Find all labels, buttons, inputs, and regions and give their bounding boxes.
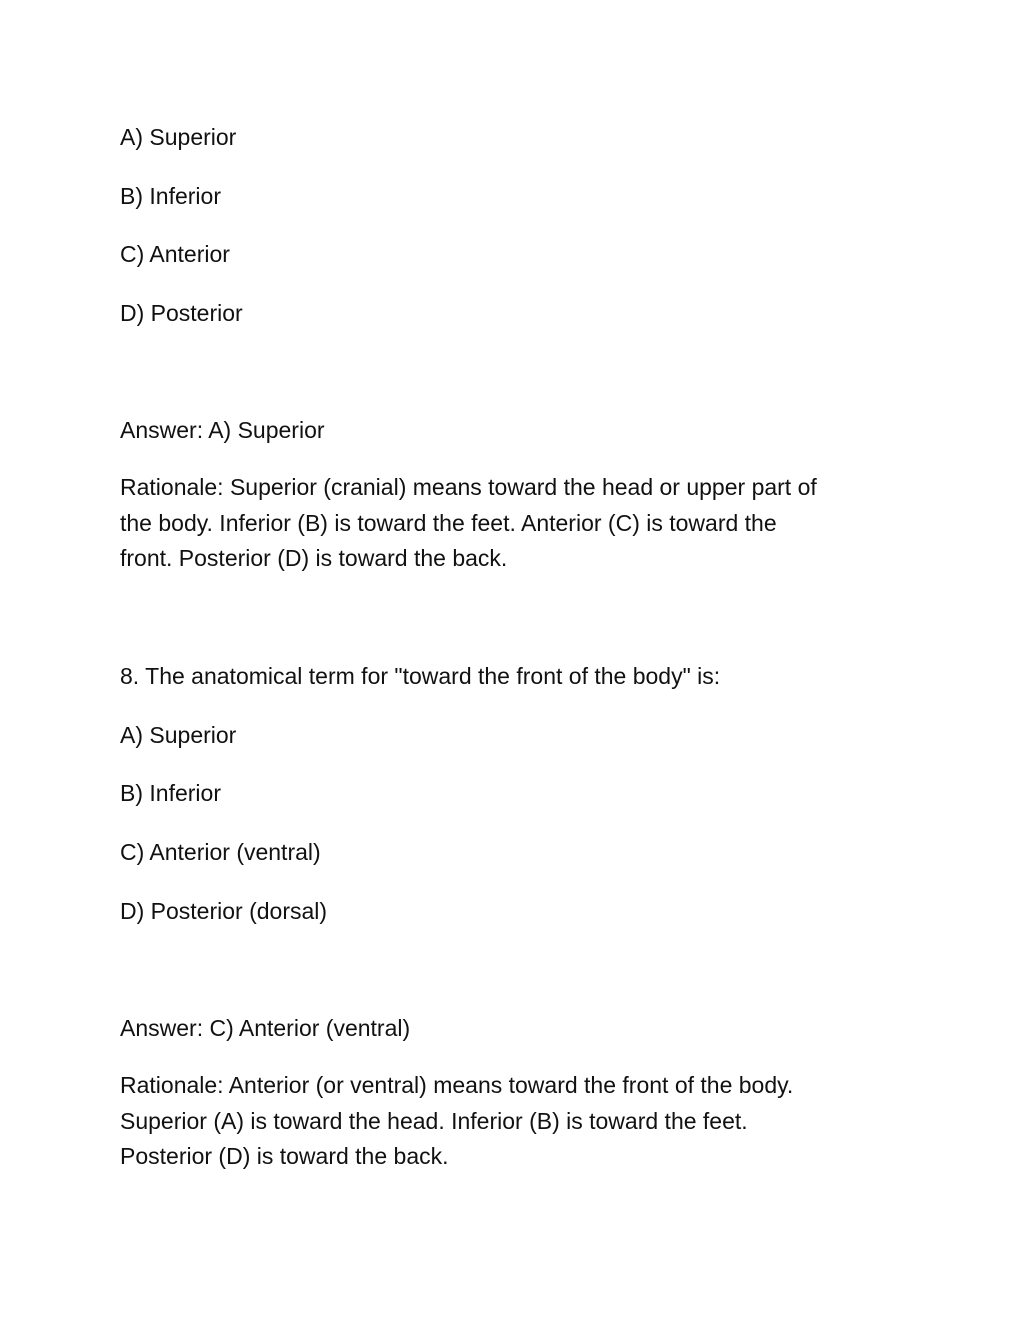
q8-option-b: B) Inferior xyxy=(120,780,221,806)
q7-option-c: C) Anterior xyxy=(120,241,230,267)
q7-option-a: A) Superior xyxy=(120,124,237,150)
q8-rationale-line-2: Superior (A) is toward the head. Inferior (B) is toward the feet. xyxy=(120,1107,748,1134)
q8-option-c: C) Anterior (ventral) xyxy=(120,839,321,865)
q8-question: 8. The anatomical term for "toward the front of the body" is: xyxy=(120,663,721,689)
q8-option-a: A) Superior xyxy=(120,722,237,748)
q8-answer: Answer: C) Anterior (ventral) xyxy=(120,1015,411,1041)
q8-rationale xyxy=(120,1068,880,1175)
q7-rationale xyxy=(120,470,880,577)
q7-rationale-line-1: Rationale: Superior (cranial) means toward the head or upper part of xyxy=(120,474,817,500)
q7-option-b: B) Inferior xyxy=(120,183,221,209)
q7-rationale-line-2: the body. Inferior (B) is toward the feet. Anterior (C) is toward the xyxy=(120,509,777,536)
q7-rationale-line-3: front. Posterior (D) is toward the back. xyxy=(120,545,508,571)
q7-option-d: D) Posterior xyxy=(120,300,243,326)
q8-rationale-line-3: Posterior (D) is toward the back. xyxy=(120,1143,449,1169)
q7-answer: Answer: A) Superior xyxy=(120,417,325,443)
q8-rationale-line-1: Rationale: Anterior (or ventral) means toward the front of the body. xyxy=(120,1072,794,1098)
q8-option-d: D) Posterior (dorsal) xyxy=(120,898,328,924)
